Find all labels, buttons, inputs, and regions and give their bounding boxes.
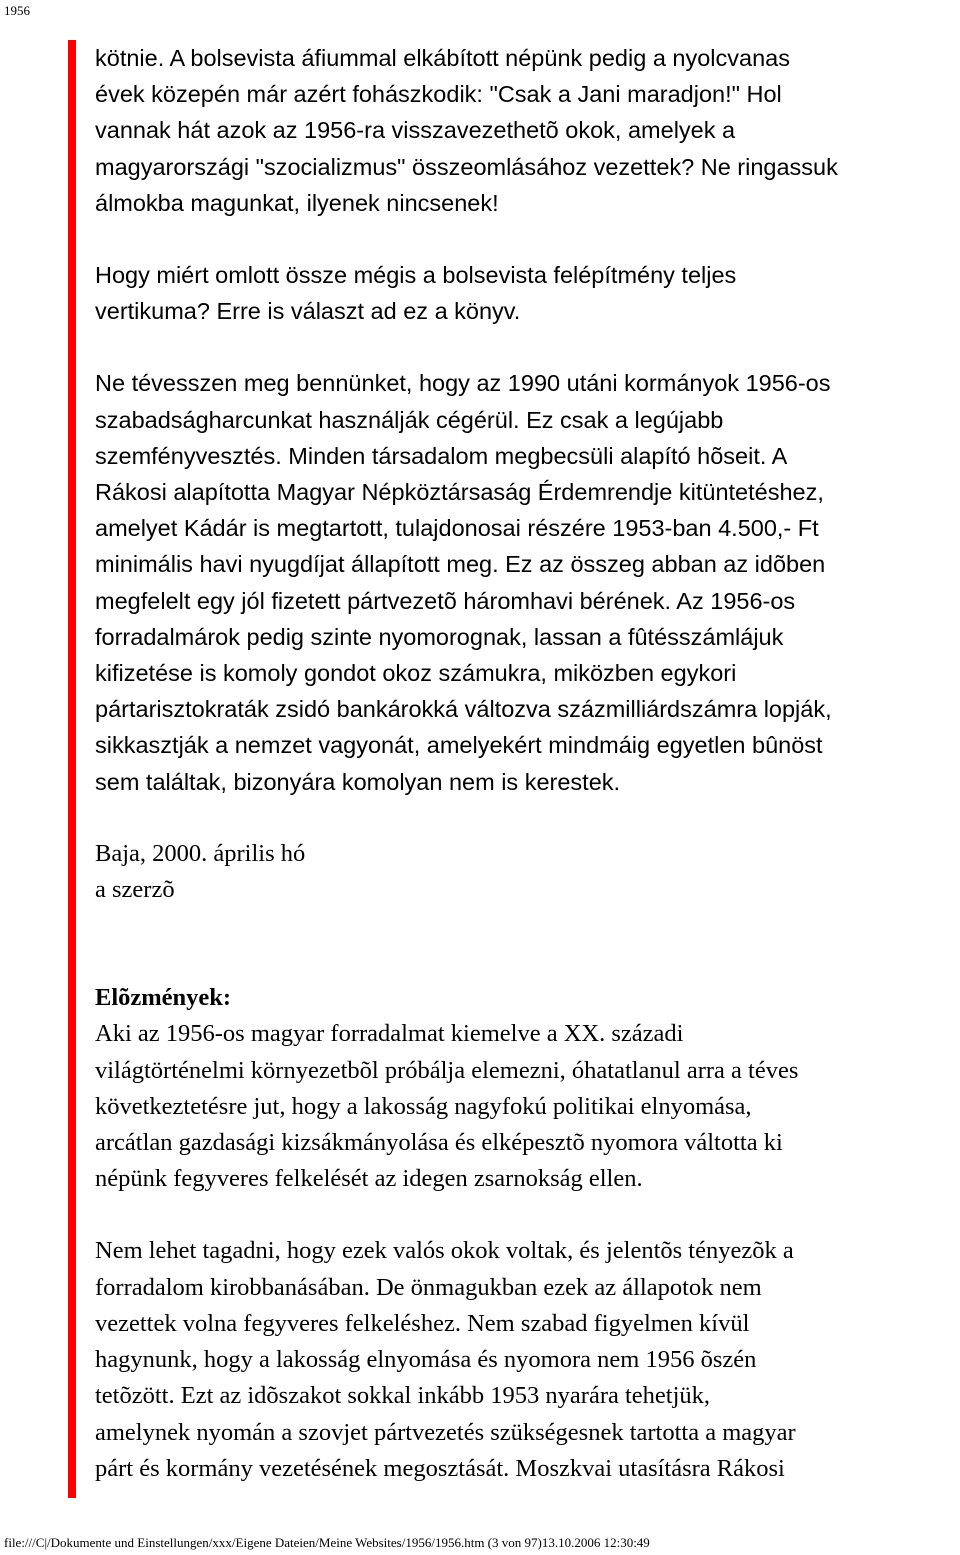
paragraph-4 xyxy=(95,1016,960,1197)
text-line: vertikuma? Erre is választ ad ez a könyv. xyxy=(95,298,521,325)
text-line: következtetésre jut, hogy a lakosság nagyfokú politikai elnyomása, xyxy=(95,1092,752,1120)
paragraph-2 xyxy=(95,257,960,329)
text-line: magyarországi "szocializmus" összeomlásához vezettek? Ne ringassuk xyxy=(95,153,838,180)
text-line: sem találtak, bizonyára komolyan nem is kerestek. xyxy=(95,768,621,795)
text-line: vezettek volna fegyveres felkeléshez. Nem szabad figyelmen kívül xyxy=(95,1309,750,1337)
text-line: amelynek nyomán a szovjet pártvezetés szükségesnek tartotta a magyar xyxy=(95,1418,796,1446)
section-heading: Elõzmények: xyxy=(95,984,232,1012)
text-line: népünk fegyveres felkelését az idegen zsarnokság ellen. xyxy=(95,1165,643,1193)
text-line: évek közepén már azért fohászkodik: "Csak a Jani maradjon!" Hol xyxy=(95,81,782,108)
text-line: hagynunk, hogy a lakosság elnyomása és nyomora nem 1956 õszén xyxy=(95,1346,757,1374)
text-line: arcátlan gazdasági kizsákmányolása és elképesztõ nyomora váltotta ki xyxy=(95,1129,783,1157)
signature-author: a szerzõ xyxy=(95,876,175,904)
text-line: világtörténelmi környezetbõl próbálja elemezni, óhatatlanul arra a téves xyxy=(95,1056,799,1084)
text-line: minimális havi nyugdíjat állapított meg. Ez az összeg abban az idõben xyxy=(95,551,826,578)
paragraph-5 xyxy=(95,1233,960,1486)
text-line: vannak hát azok az 1956-ra visszavezethetõ okok, amelyek a xyxy=(95,117,736,144)
red-margin-rule xyxy=(68,40,76,1498)
text-line: szabadságharcunkat használják cégérül. Ez csak a legújabb xyxy=(95,406,724,433)
text-line: álmokba magunkat, ilyenek nincsenek! xyxy=(95,189,499,216)
text-line: Ne tévesszen meg bennünket, hogy az 1990 utáni kormányok 1956-os xyxy=(95,370,831,397)
paragraph-1 xyxy=(95,40,960,221)
signature-place-date: Baja, 2000. április hó xyxy=(95,839,306,867)
text-line: forradalom kirobbanásában. De önmagukban ezek az állapotok nem xyxy=(95,1273,762,1301)
text-line: Hogy miért omlott össze mégis a bolsevista felépítmény teljes xyxy=(95,262,737,289)
text-line: kifizetése is komoly gondot okoz számukra, miközben egykori xyxy=(95,660,737,687)
text-line: pártarisztokraták zsidó bankárokká változva százmilliárdszámra lopják, xyxy=(95,696,832,723)
text-line: Aki az 1956-os magyar forradalmat kiemelve a XX. századi xyxy=(95,1020,684,1048)
text-line: amelyet Kádár is megtartott, tulajdonosai részére 1953-ban 4.500,- Ft xyxy=(95,515,819,542)
text-line: párt és kormány vezetésének megosztását. Moszkvai utasításra Rákosi xyxy=(95,1454,785,1482)
text-line: sikkasztják a nemzet vagyonát, amelyekért mindmáig egyetlen bûnöst xyxy=(95,732,823,759)
text-line: kötnie. A bolsevista áfiummal elkábított népünk pedig a nyolcvanas xyxy=(95,45,790,71)
page-header: 1956 xyxy=(4,3,30,18)
text-line: Rákosi alapította Magyar Népköztársaság Érdemrendje kitüntetéshez, xyxy=(95,479,824,506)
paragraph-3 xyxy=(95,365,960,799)
text-line: tetõzött. Ezt az idõszakot sokkal inkább 1953 nyarára tehetjük, xyxy=(95,1382,711,1410)
page-footer-path: file:///C|/Dokumente und Einstellungen/xxx/Eigene Dateien/Meine Websites/1956/1956.htm (3 von 97)13.10.2006 12:30:49 xyxy=(4,1535,650,1550)
document-body xyxy=(95,40,960,1487)
signature-block xyxy=(95,836,960,908)
text-line: Nem lehet tagadni, hogy ezek valós okok voltak, és jelentõs tényezõk a xyxy=(95,1237,794,1265)
text-line: megfelelt egy jól fizetett pártvezetõ háromhavi bérének. Az 1956-os xyxy=(95,587,796,614)
text-line: forradalmárok pedig szinte nyomorognak, lassan a fûtésszámlájuk xyxy=(95,623,784,650)
text-line: szemfényvesztés. Minden társadalom megbecsüli alapító hõseit. A xyxy=(95,442,788,469)
